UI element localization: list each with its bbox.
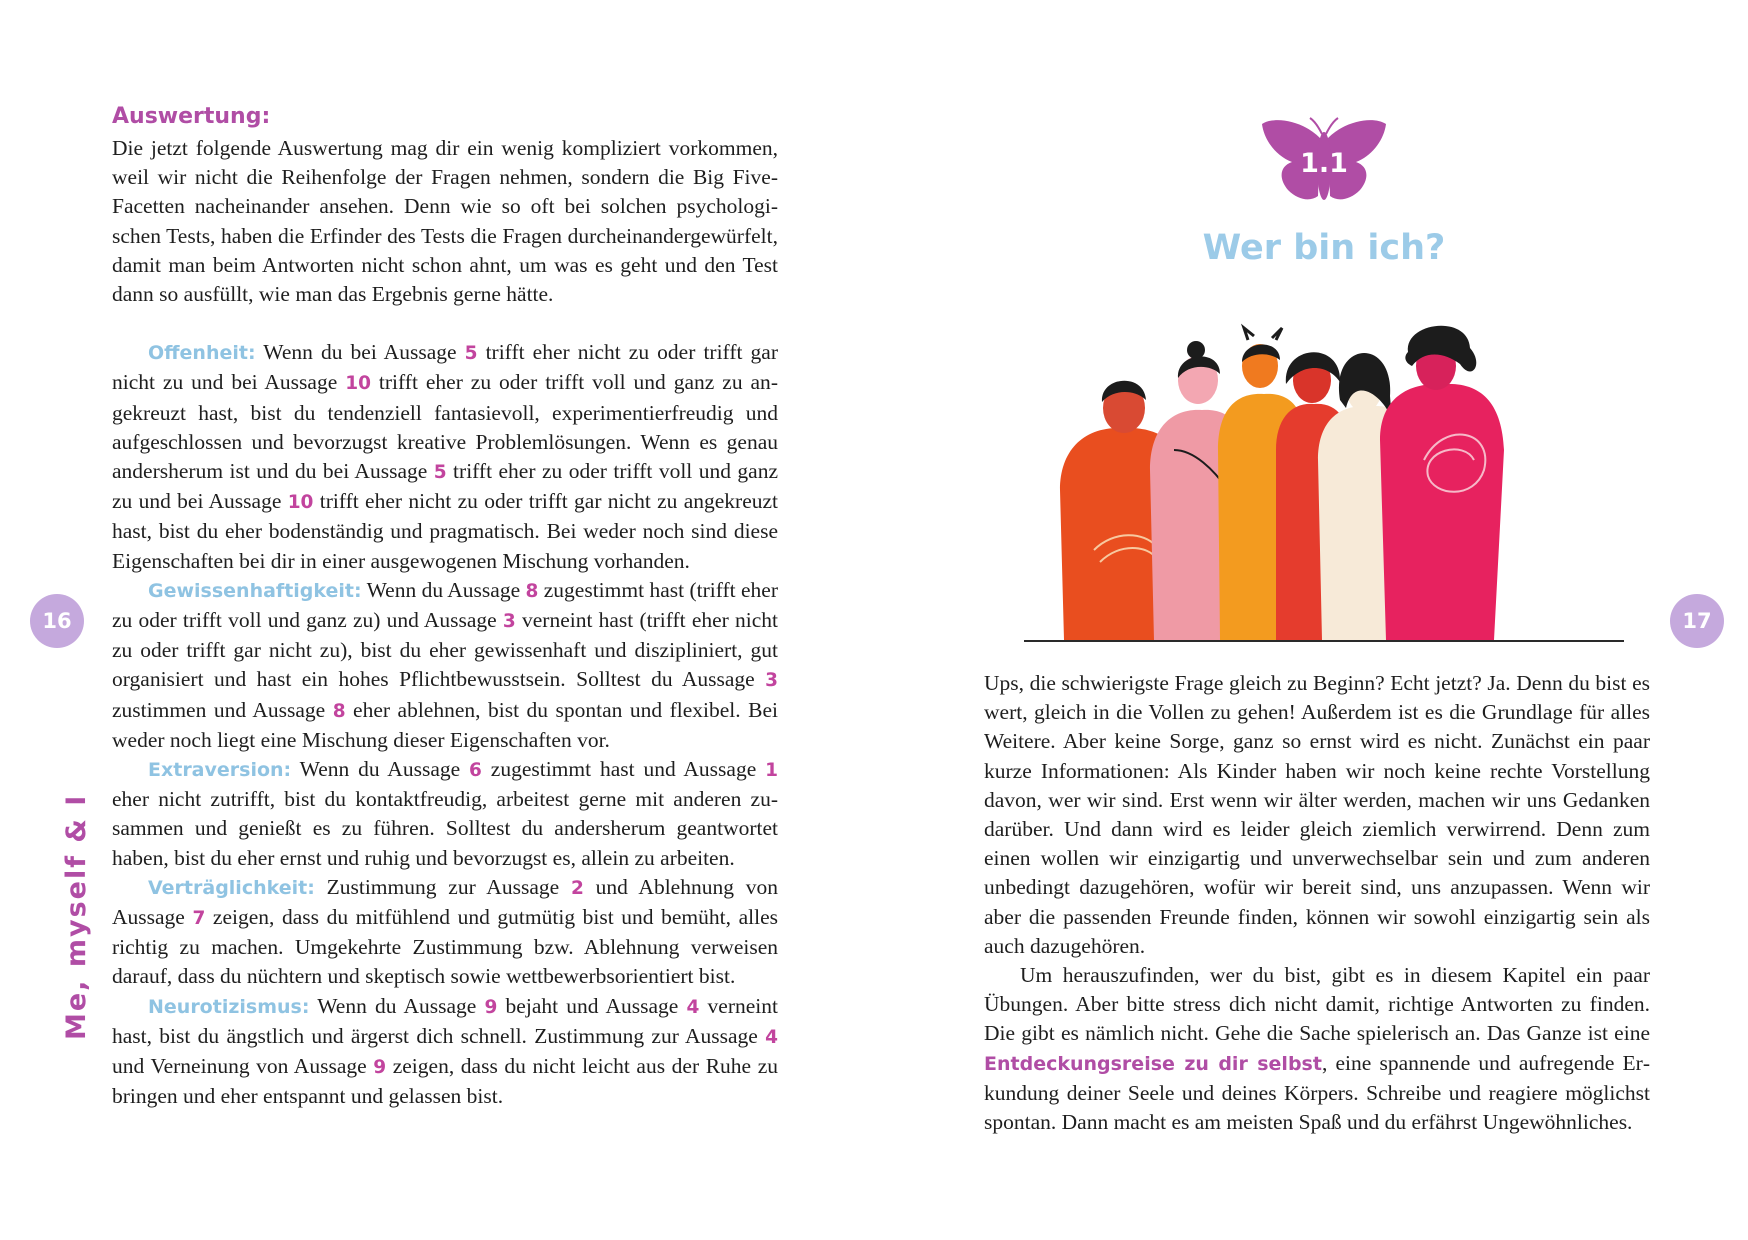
section-heading: Auswertung: [112, 104, 271, 129]
statement-number: 10 [345, 373, 371, 395]
left-text-column [112, 100, 778, 1112]
statement-number: 9 [484, 996, 498, 1018]
paragraph-offenheit: Offenheit: Wenn du bei Aussage 5 trifft eher nicht zu oder trifft gar nicht zu und bei Aussage 10 trifft eher zu oder trifft voll und ganz zu angekreuzt hast, bist du tendenziell fantasievoll, experimentierfreudig und aufgeschlossen und bevorzugst kreative Problemlösungen. Wenn es genau andersherum ist und du bei Aussage 5 trifft eher zu oder trifft voll und ganz zu und bei Aussage 10 trifft eher nicht zu oder trifft gar nicht zu angekreuzt hast, bist du eher bodenständig und pragmatisch. Bei weder noch sind diese Eigenschaften bei dir in einer ausgewogenen Mischung vorhanden. [112, 340, 779, 573]
paragraph-extraversion: Extraversion: Wenn du Aussage 6 zugestimmt hast und Aussage 1 eher nicht zutrifft, bist du kontaktfreudig, arbeitest gerne mit anderen zusammen und genießt es zu führen. Solltest du andersherum geantwortet haben, bist du eher ernst und ruhig und bevorzugst es, allein zu arbeiten. [112, 757, 778, 870]
keyword-gewissenhaftigkeit: Gewissenhaftigkeit: [148, 579, 362, 602]
statement-number: 6 [469, 760, 482, 782]
statement-number: 4 [765, 1026, 778, 1048]
right-text-column [984, 669, 1650, 1137]
chapter-number: 1.1 [1300, 148, 1348, 179]
paragraph-vertraeglichkeit: Verträglichkeit: Zustimmung zur Aussage 2 und Ablehnung von Aussage 7 zeigen, dass du mitfühlend und gutmütig bist und bemüht, alles richtig zu machen. Umgekehrte Zustimmung bzw. Ablehnung verweisen darauf, dass du nüchtern und skeptisch sowie wettbewerbsorientiert bist. [112, 874, 778, 989]
side-label: Me, myself & I [61, 793, 92, 1040]
right-page [874, 0, 1748, 1240]
intro-paragraph-right: Ups, die schwierigste Frage gleich zu Beginn? Echt jetzt? Ja. Denn du bist es wert, gleich in die Vollen zu gehen! Außerdem ist es die Grundlage für alles Weitere. Aber keine Sorge, ganz so ernst wird es nicht. Zunächst ein paar kurze Informationen: Als Kinder haben wir noch keine rechte Vorstellung davon, wer wir sind. Erst wenn wir älter werden, machen wir uns Gedanken darüber. Und dann wird es leider gleich ziemlich verwirrend. Denn zum einen wollen wir einzigartig und unverwechselbar sein und zum anderen unbedingt dazugehören, wofür wir bereit sind, uns anzupassen. Wenn wir aber die passenden Freunde finden, können wir sowohl einzigartig sein als auch dazugehören. [984, 671, 1650, 958]
statement-number: 1 [765, 760, 778, 782]
keyword-vertraeglichkeit: Verträglichkeit: [148, 876, 315, 899]
statement-number: 9 [373, 1057, 387, 1079]
person-magenta [1380, 326, 1504, 640]
page-number-right: 17 [1670, 594, 1724, 648]
group-of-people-illustration [1024, 300, 1624, 645]
statement-number: 10 [287, 492, 314, 514]
second-paragraph: Um herauszufinden, wer du bist, gibt es in diesem Kapitel ein paar Übungen. Aber bitte stress dich nicht damit, richtige Antworten zu finden. Die gibt es nämlich nicht. Gehe die Sache spielerisch an. Das Ganze ist eine Entdeckungsreise zu dir selbst, eine spannende und aufregende Erkundung deiner Seele und deines Körpers. Schreibe und reagiere möglichst spontan. Dann macht es am meisten Spaß und du erfährst Ungewöhnliches. [984, 963, 1651, 1135]
paragraph-neurotizismus: Neurotizismus: Wenn du Aussage 9 bejaht und Aussage 4 verneint hast, bist du ängstlich und ärgerst dich schnell. Zustimmung zur Aussage 4 und Verneinung von Aussage 9 zeigen, dass du nicht leicht aus der Ruhe zu bringen und eher entspannt und gelassen bist. [112, 993, 778, 1109]
statement-number: 3 [765, 670, 778, 692]
paragraph-gewissenhaftigkeit: Gewissenhaftigkeit: Wenn du Aussage 8 zugestimmt hast (trifft eher zu oder trifft voll und ganz zu) und Aussage 3 verneint hast (trifft eher nicht zu oder trifft gar nicht zu), bist du eher gewissenhaft und diszipliniert, gut organisiert und hast ein hohes Pflichtbewusstsein. Solltest du Aussage 3 zustimmen und Aussage 8 eher ablehnen, bist du spontan und flexibel. Bei weder noch liegt eine Mischung dieser Eigenschaften vor. [112, 577, 779, 752]
page-number-left: 16 [30, 594, 84, 648]
statement-number: 4 [686, 996, 700, 1018]
statement-number: 2 [570, 877, 584, 899]
keyword-offenheit: Offenheit: [148, 342, 256, 365]
statement-number: 8 [525, 580, 539, 602]
keyword-neurotizismus: Neurotizismus: [148, 995, 310, 1018]
statement-number: 8 [332, 700, 346, 722]
statement-number: 3 [502, 611, 516, 633]
statement-number: 5 [464, 343, 478, 365]
keyword-extraversion: Extraversion: [148, 759, 292, 782]
intro-paragraph: Die jetzt folgende Auswertung mag dir ein wenig kompliziert vorkommen, weil wir nicht die Reihenfolge der Fragen nehmen, sondern die Big Five-Facetten nacheinander ansehen. Denn wie so oft bei solchen psychologischen Tests, haben die Erfinder des Tests die Fragen durcheinandergewürfelt, damit man beim Antworten nicht schon ahnt, um was es geht und den Test dann so ausfüllt, wie man das Ergebnis gerne hätte. [112, 136, 778, 307]
chapter-title: Wer bin ich? [1202, 228, 1446, 268]
chapter-badge [1254, 116, 1394, 216]
statement-number: 5 [433, 462, 447, 484]
statement-number: 7 [192, 908, 206, 930]
highlight-entdeckungsreise: Entdeckungsreise zu dir selbst [984, 1052, 1322, 1075]
